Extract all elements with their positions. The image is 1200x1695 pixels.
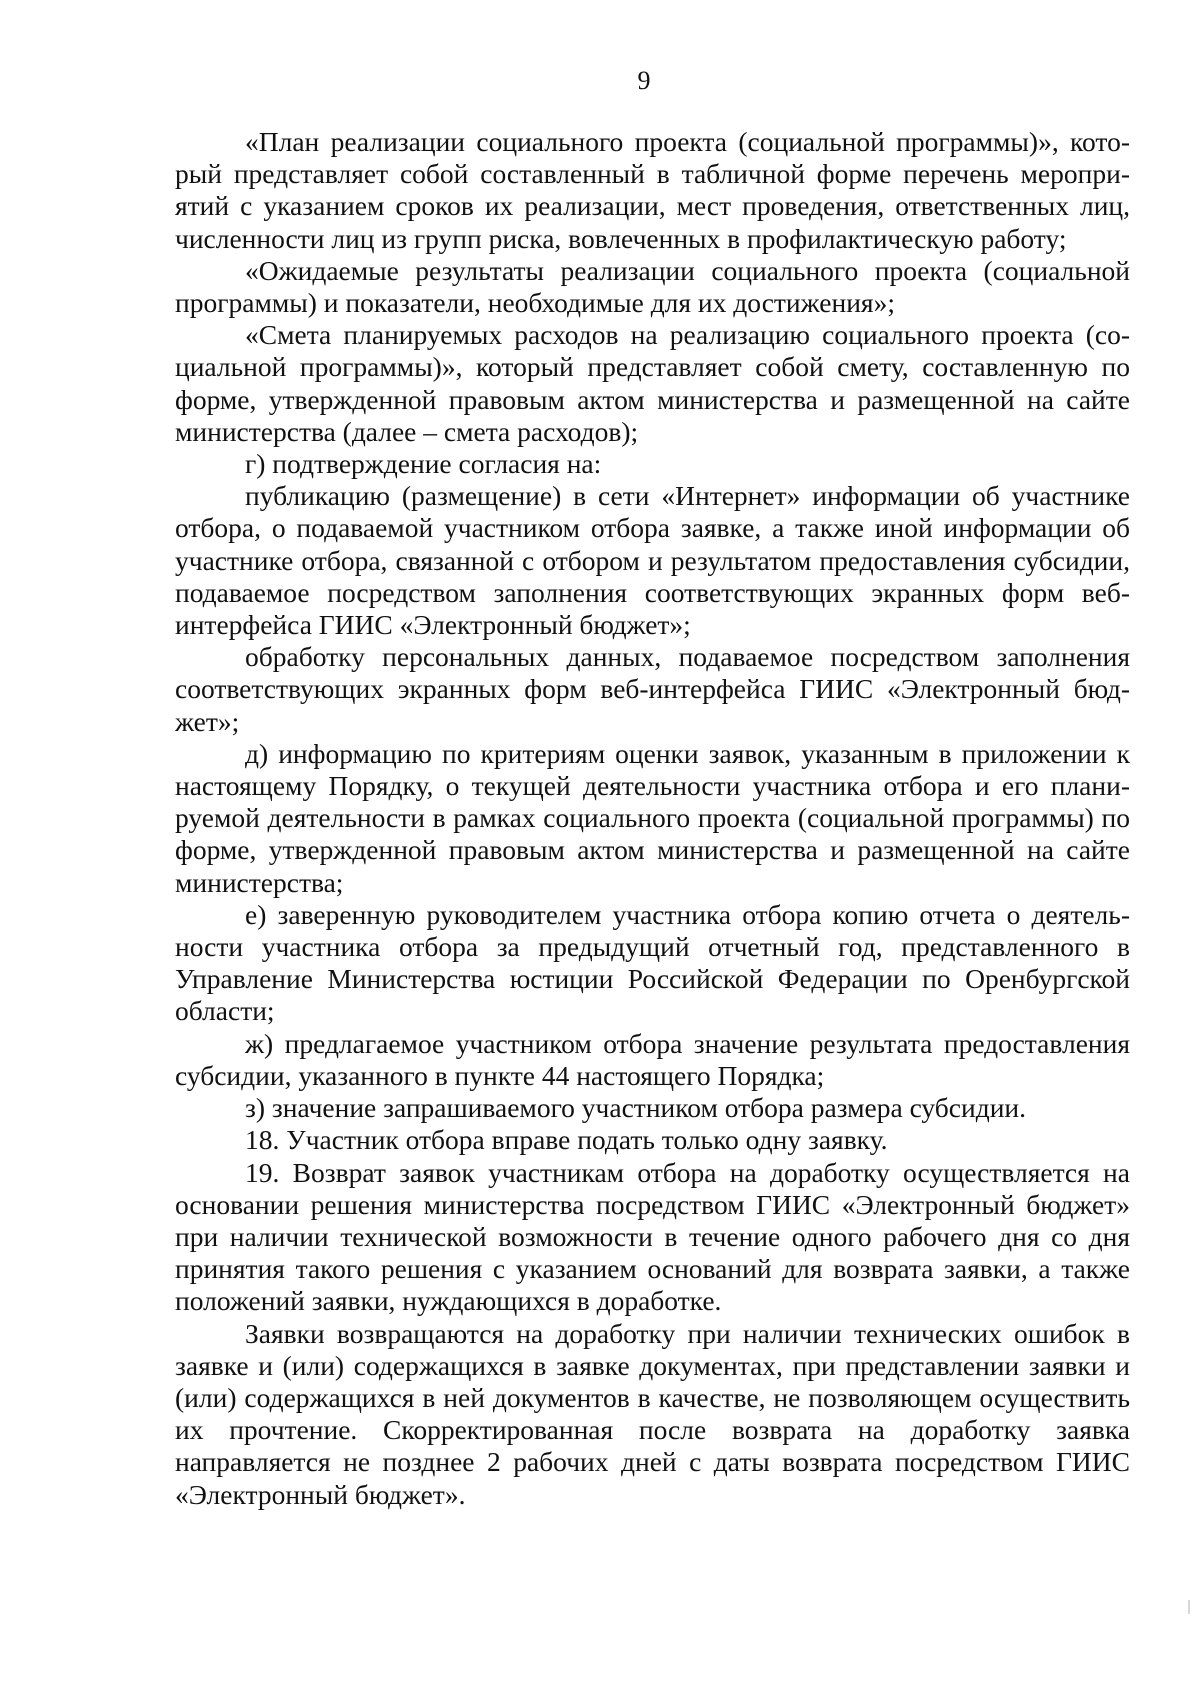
scan-edge-mark — [1188, 1600, 1190, 1614]
paragraph-personal-data-consent: обработку персональных данных, подаваемое посредством заполнения соответствующих экранных форм веб-интерфейса ГИИС «Электронный бюджет»; — [175, 641, 1130, 737]
paragraph-cost-estimate: «Смета планируемых расходов на реализацию социального проекта (социальной программы)», который представляет собой смету, составленную по форме, утвержденной правовым актом министерства и размещенной на сайте министерства (далее – смета расходов); — [175, 319, 1130, 447]
paragraph-report-copy: е) заверенную руководителем участника отбора копию отчета о деятельности участника отбора за предыдущий отчетный год, представленного в Управление Министерства юстиции Российской Федерации по Оренбургской области; — [175, 898, 1130, 1027]
paragraph-publication-consent: публикацию (размещение) в сети «Интернет» информации об участнике отбора, о подаваемой участником отбора заявке, а также иной информации об участнике отбора, связанной с отбором и результатом предоставления субсидии, подаваемое посредством заполнения соответствующих экранных форм веб-интерфейса ГИИС «Электронный бюджет»; — [175, 480, 1130, 641]
page-number: 9 — [637, 66, 651, 95]
paragraph-item-19: 19. Возврат заявок участникам отбора на доработку осуществляется на основании решения министерства посредством ГИИС «Электронный бюджет» при наличии технической возможности в течение одного рабочего дня со дня принятия такого решения с указанием оснований для возврата заявки, а также положений заявки, нуждающихся в доработке. — [175, 1156, 1130, 1317]
document-body — [175, 126, 1130, 1511]
paragraph-returned-applications: Заявки возвращаются на доработку при наличии технических ошибок в заявке и (или) содержащихся в заявке документах, при представлении заявки и (или) содержащихся в ней документов в качестве, не позволяющем осуществить их прочтение. Скорректированная после возврата на доработку заявка направляется не позднее 2 рабочих дней с даты возврата посредством ГИИС «Электронный бюджет». — [175, 1317, 1130, 1510]
paragraph-subsidy-amount: з) значение запрашиваемого участником отбора размера субсидии. — [245, 1092, 1027, 1124]
paragraph-result-value: ж) предлагаемое участником отбора значение результата предоставления субсидии, указанного в пункте 44 настоящего Порядка; — [175, 1027, 1130, 1091]
paragraph-consent-heading: г) подтверждение согласия на: — [245, 448, 602, 480]
paragraph-plan: «План реализации социального проекта (социальной программы)», который представляет собой составленный в табличной форме перечень мероприятий с указанием сроков их реализации, мест проведения, ответственных лиц, численности лиц из групп риска, вовлеченных в профилактическую работу; — [175, 126, 1130, 254]
paragraph-expected-results: «Ожидаемые результаты реализации социального проекта (социальной программы) и показатели, необходимые для их достижения»; — [175, 254, 1130, 319]
paragraph-criteria-info: д) информацию по критериям оценки заявок, указанным в приложении к настоящему Порядку, о текущей деятельности участника отбора и его планируемой деятельности в рамках социального проекта (социальной программы) по форме, утвержденной правовым актом министерства и размещенной на сайте министерства; — [175, 737, 1130, 898]
paragraph-item-18: 18. Участник отбора вправе подать только одну заявку. — [245, 1124, 888, 1156]
